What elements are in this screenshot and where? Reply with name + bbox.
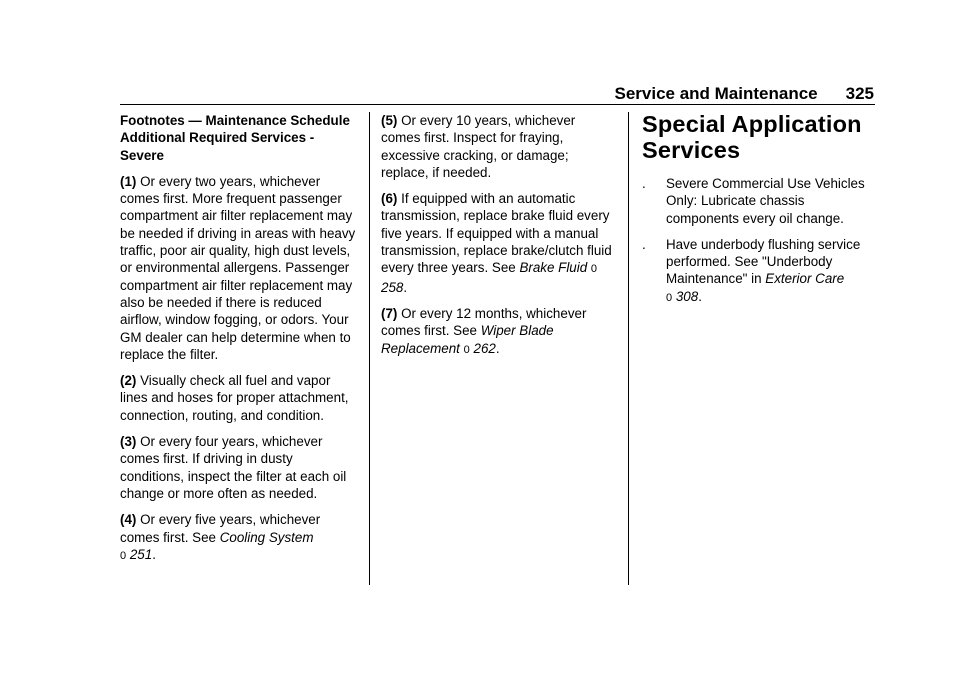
footnote-2 [120, 372, 358, 424]
list-item [642, 175, 878, 227]
footnote-4 [120, 511, 358, 565]
list-item [642, 236, 878, 307]
footnotes-title: Footnotes — Maintenance Schedule Additional Required Services - Severe [120, 113, 350, 163]
period: . [403, 279, 408, 295]
cross-reference-page[interactable]: 258 [381, 279, 404, 295]
page-arrow-icon: 0 [120, 549, 127, 562]
footnote-text: If equipped with an automatic transmission, replace brake fluid every five years. If equipped with a manual transmission, replace brake/clutch fluid every three years. See [381, 191, 612, 276]
page-number: 325 [845, 84, 874, 103]
footnote-text: Or every 12 months, whichever comes first. See [381, 305, 587, 339]
column-special-services [642, 112, 878, 316]
column-footnotes-continued [381, 112, 613, 368]
footnote-7 [381, 305, 613, 359]
cross-reference-page[interactable]: 308 [675, 288, 699, 304]
period: . [152, 546, 156, 562]
cross-reference-link[interactable]: Cooling System [219, 529, 314, 545]
column-divider [628, 112, 629, 585]
footnote-number: (3) [120, 434, 137, 450]
cross-reference-page[interactable]: 262 [473, 340, 496, 356]
list-item-body [666, 236, 878, 307]
footnote-number: (6) [381, 191, 398, 207]
bullet-marker: . [642, 236, 646, 252]
footnote-text: Or every four years, whichever comes first. If driving in dusty conditions, inspect the filter at each oil change or more often as needed. [120, 434, 347, 501]
footnote-number: (2) [120, 373, 137, 389]
footnote-number: (5) [381, 113, 398, 128]
footnote-text: Or every two years, whichever comes first. More frequent passenger compartment air filter replacement may be needed if driving in areas with heavy traffic, poor air quality, high dust levels, or environmental allergens. Passenger compartment air filter replacement may also be needed if there is reduced airflow, window fogging, or odors. Your GM dealer can help determine when to replace the filter. [120, 173, 356, 362]
footnote-number: (1) [120, 173, 137, 189]
footnote-text: Visually check all fuel and vapor lines and hoses for proper attachment, connection, routing, and condition. [120, 373, 349, 423]
cross-reference-link[interactable]: Brake Fluid [519, 260, 588, 276]
page-header [600, 84, 874, 104]
list-item-text: Severe Commercial Use Vehicles Only: Lubricate chassis components every oil change. [666, 176, 865, 226]
period: . [698, 288, 702, 304]
page-arrow-icon: 0 [666, 291, 673, 304]
footnote-number: (4) [120, 512, 137, 528]
footnote-1 [120, 173, 358, 363]
cross-reference-page[interactable]: 251 [129, 546, 153, 562]
column-footnotes [120, 112, 358, 574]
section-title: Service and Maintenance [614, 84, 818, 103]
cross-reference-link[interactable]: Wiper Blade Replacement [381, 323, 554, 356]
page-arrow-icon: 0 [590, 263, 598, 276]
page-arrow-icon: 0 [463, 343, 470, 356]
footnote-5 [381, 112, 613, 181]
list-item-text: Have underbody flushing service performed. See "Underbody Maintenance" in [666, 236, 861, 287]
footnote-3 [120, 433, 358, 502]
period: . [495, 340, 500, 356]
header-rule [120, 104, 875, 105]
footnote-text: Or every five years, whichever comes first. See [120, 512, 321, 545]
cross-reference-link[interactable]: Exterior Care [765, 271, 845, 287]
footnote-number: (7) [381, 305, 398, 321]
bullet-marker: . [642, 176, 646, 191]
section-heading: Special Application Services [642, 111, 862, 163]
footnote-text: Or every 10 years, whichever comes first. Inspect for fraying, excessive cracking, or damage; replace, if needed. [381, 113, 576, 180]
column-divider [369, 112, 370, 585]
footnote-6 [381, 190, 613, 296]
